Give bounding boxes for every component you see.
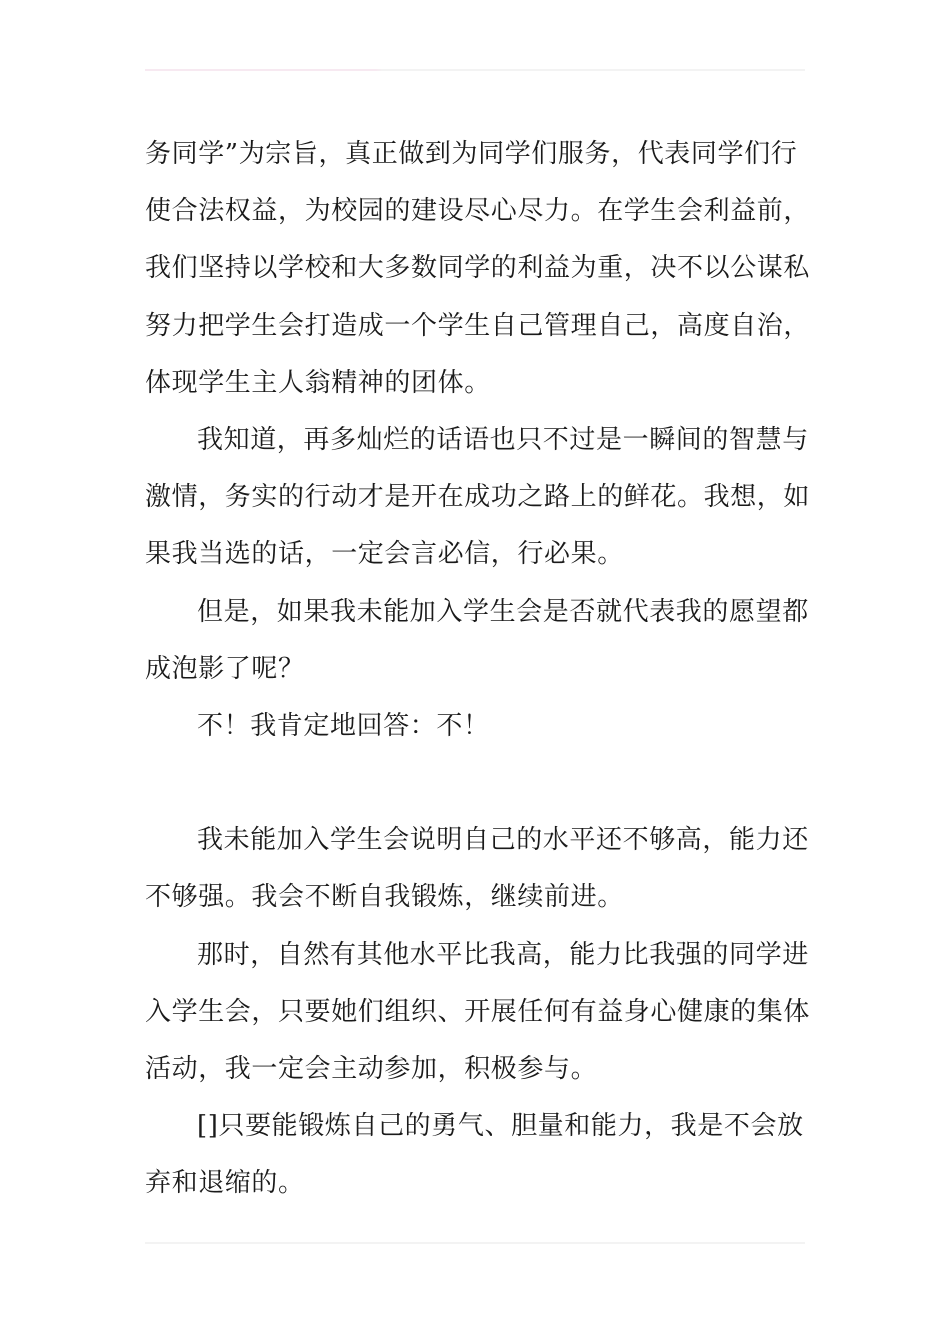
text-line: 不够强。我会不断自我锻炼，继续前进。: [145, 882, 624, 913]
text-line: 务同学”为宗旨，真正做到为同学们服务，代表同学们行: [145, 139, 798, 169]
text-line: 使合法权益，为校园的建设尽心尽力。在学生会利益前，: [145, 196, 811, 227]
header-rule: [145, 69, 805, 71]
text-line: 弃和退缩的。: [145, 1168, 305, 1199]
text-line: 活动，我一定会主动参加，积极参与。: [145, 1054, 598, 1084]
text-line: 果我当选的话，一定会言必信，行必果。: [145, 539, 624, 570]
text-line: 激情，务实的行动才是开在成功之路上的鲜花。我想，如: [145, 482, 811, 513]
text-line: 努力把学生会打造成一个学生自己管理自己，高度自治，: [145, 310, 811, 341]
paragraph-start-line: 但是，如果我未能加入学生会是否就代表我的愿望都: [197, 596, 809, 627]
paragraph-start-line: []只要能锻炼自己的勇气、胆量和能力，我是不会放: [197, 1111, 804, 1142]
paragraph-start-line: 那时，自然有其他水平比我高，能力比我强的同学进: [197, 939, 809, 970]
paragraph-start-line: 我未能加入学生会说明自己的水平还不够高，能力还: [197, 825, 809, 856]
blank-line: [145, 755, 807, 812]
text-line: 体现学生主人翁精神的团体。: [145, 367, 491, 398]
paragraph-start-line: 我知道，再多灿烂的话语也只不过是一瞬间的智慧与: [197, 424, 809, 455]
body-text: [145, 126, 811, 1213]
text-line: 成泡影了呢？: [145, 653, 305, 684]
text-line: 入学生会，只要她们组织、开展任何有益身心健康的集体: [145, 996, 811, 1027]
footer-rule: [145, 1242, 805, 1244]
text-line: 我们坚持以学校和大多数同学的利益为重，决不以公谋私: [145, 253, 811, 284]
paragraph-start-line: 不！我肯定地回答：不！: [197, 710, 490, 741]
